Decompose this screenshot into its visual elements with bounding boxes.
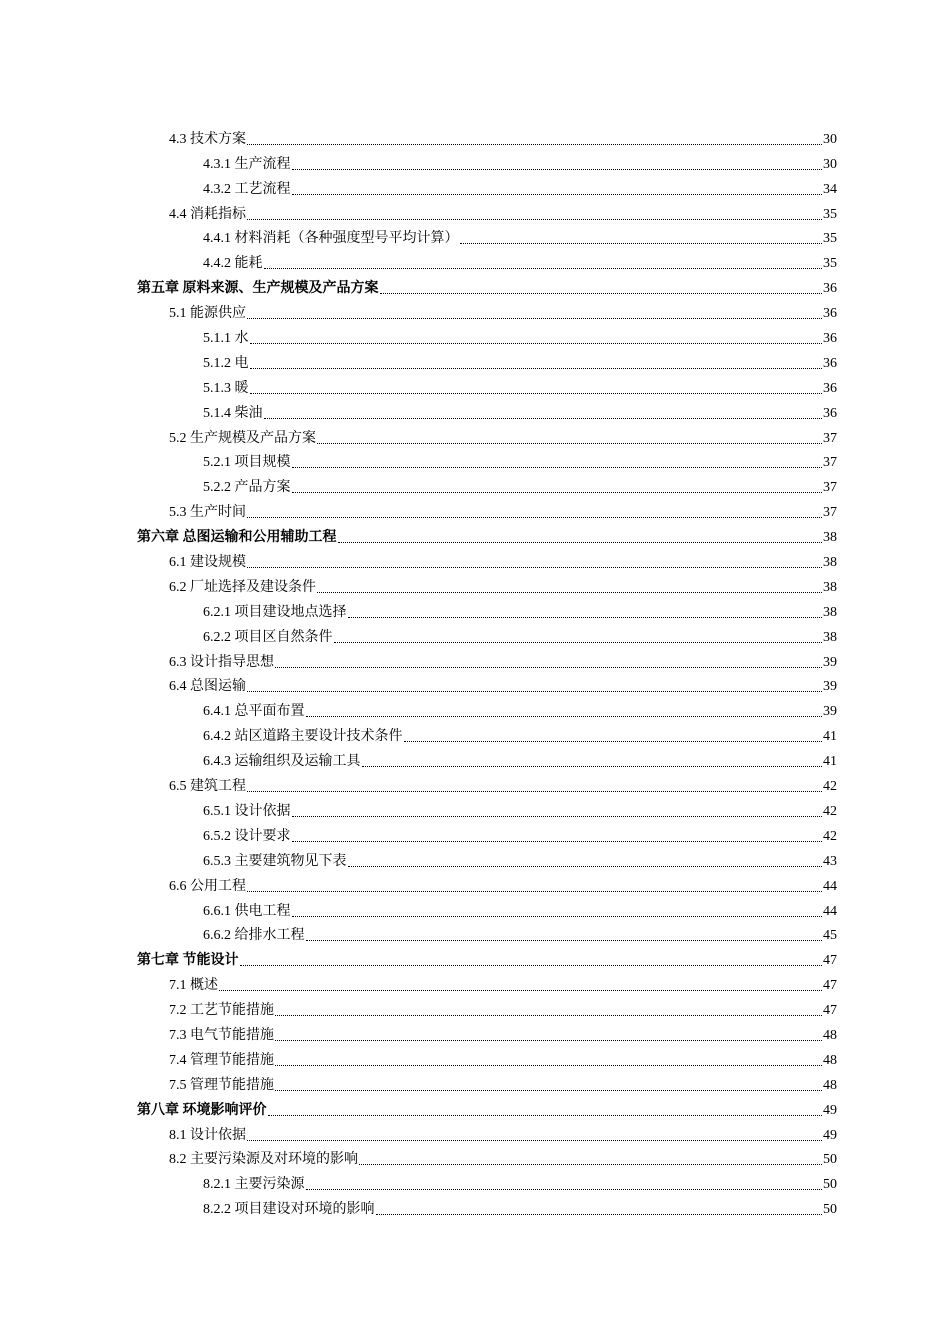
dot-leader	[247, 517, 822, 518]
toc-entry[interactable]	[137, 721, 837, 746]
toc-entry-page-number: 30	[823, 131, 837, 147]
toc-entry[interactable]	[137, 248, 837, 273]
dot-leader	[348, 617, 823, 618]
toc-entry-title: 5.1 能源供应	[169, 306, 246, 322]
toc-entry-page-number: 48	[823, 1027, 837, 1043]
toc-entry-page-number: 36	[823, 405, 837, 421]
toc-entry-title: 5.2.2 产品方案	[203, 480, 291, 496]
toc-entry-page-number: 37	[823, 430, 837, 446]
toc-entry-page-number: 42	[823, 779, 837, 795]
dot-leader	[404, 741, 823, 742]
dot-leader	[292, 916, 823, 917]
toc-entry[interactable]	[137, 1194, 837, 1219]
toc-entry-page-number: 35	[823, 231, 837, 247]
toc-entry[interactable]	[137, 448, 837, 473]
toc-entry-title: 5.3 生产时间	[169, 505, 246, 521]
toc-entry-title: 6.5 建筑工程	[169, 779, 246, 795]
dot-leader	[292, 467, 823, 468]
toc-entry-title: 4.3 技术方案	[169, 131, 246, 147]
toc-entry-title: 5.1.2 电	[203, 355, 249, 371]
toc-entry-page-number: 44	[823, 903, 837, 919]
dot-leader	[380, 293, 823, 294]
toc-entry-page-number: 39	[823, 704, 837, 720]
toc-entry-title: 6.6.2 给排水工程	[203, 928, 305, 944]
toc-entry-page-number: 38	[823, 579, 837, 595]
dot-leader	[275, 1065, 822, 1066]
toc-entry-page-number: 49	[823, 1102, 837, 1118]
toc-entry-page-number: 48	[823, 1077, 837, 1093]
toc-entry-page-number: 45	[823, 928, 837, 944]
toc-entry[interactable]	[137, 472, 837, 497]
toc-entry[interactable]	[137, 1145, 837, 1170]
toc-entry-page-number: 37	[823, 505, 837, 521]
toc-entry[interactable]	[137, 921, 837, 946]
toc-entry-title: 6.6.1 供电工程	[203, 903, 291, 919]
dot-leader	[292, 169, 823, 170]
toc-entry[interactable]	[137, 323, 837, 348]
dot-leader	[359, 1164, 822, 1165]
toc-entry-page-number: 44	[823, 878, 837, 894]
toc-entry-title: 6.5.2 设计要求	[203, 828, 291, 844]
dot-leader	[362, 766, 823, 767]
dot-leader	[264, 418, 823, 419]
toc-entry-page-number: 36	[823, 281, 837, 297]
dot-leader	[219, 990, 822, 991]
toc-entry-page-number: 47	[823, 953, 837, 969]
toc-entry[interactable]	[137, 224, 837, 249]
toc-entry-title: 4.3.1 生产流程	[203, 156, 291, 172]
dot-leader	[306, 1189, 823, 1190]
dot-leader	[264, 268, 823, 269]
toc-entry-page-number: 42	[823, 803, 837, 819]
toc-entry-title: 7.5 管理节能措施	[169, 1077, 274, 1093]
toc-entry-page-number: 48	[823, 1052, 837, 1068]
toc-entry-page-number: 38	[823, 604, 837, 620]
toc-entry[interactable]	[137, 1070, 837, 1095]
toc-entry[interactable]	[137, 896, 837, 921]
toc-entry-title: 6.2 厂址选择及建设条件	[169, 579, 316, 595]
toc-entry-title: 6.1 建设规模	[169, 555, 246, 571]
toc-chapter-entry[interactable]	[137, 1095, 837, 1120]
toc-entry[interactable]	[137, 348, 837, 373]
toc-entry-title: 5.1.1 水	[203, 331, 249, 347]
dot-leader	[334, 642, 823, 643]
toc-entry-page-number: 35	[823, 206, 837, 222]
toc-entry[interactable]	[137, 771, 837, 796]
dot-leader	[247, 318, 822, 319]
dot-leader	[292, 841, 823, 842]
toc-entry[interactable]	[137, 622, 837, 647]
dot-leader	[250, 368, 823, 369]
toc-entry-page-number: 50	[823, 1177, 837, 1193]
dot-leader	[317, 443, 822, 444]
toc-entry[interactable]	[137, 124, 837, 149]
dot-leader	[306, 940, 823, 941]
toc-entry[interactable]	[137, 1045, 837, 1070]
toc-entry-title: 8.2.1 主要污染源	[203, 1177, 305, 1193]
dot-leader	[247, 1140, 822, 1141]
toc-entry-title: 第五章 原料来源、生产规模及产品方案	[137, 281, 379, 297]
toc-entry[interactable]	[137, 796, 837, 821]
toc-entry-title: 4.4 消耗指标	[169, 206, 246, 222]
toc-entry-title: 第六章 总图运输和公用辅助工程	[137, 530, 337, 546]
toc-entry-title: 5.2 生产规模及产品方案	[169, 430, 316, 446]
toc-entry-page-number: 37	[823, 480, 837, 496]
dot-leader	[240, 965, 823, 966]
toc-entry-page-number: 34	[823, 181, 837, 197]
toc-entry-page-number: 47	[823, 978, 837, 994]
toc-entry-title: 7.2 工艺节能措施	[169, 1003, 274, 1019]
dot-leader	[247, 791, 822, 792]
toc-entry-title: 5.1.4 柴油	[203, 405, 263, 421]
toc-entry-title: 5.1.3 暖	[203, 380, 249, 396]
toc-entry-title: 第七章 节能设计	[137, 953, 239, 969]
toc-entry-page-number: 38	[823, 555, 837, 571]
toc-entry-title: 8.1 设计依据	[169, 1127, 246, 1143]
toc-entry-title: 6.2.2 项目区自然条件	[203, 629, 333, 645]
toc-entry[interactable]	[137, 174, 837, 199]
toc-entry-title: 6.2.1 项目建设地点选择	[203, 604, 347, 620]
toc-entry[interactable]	[137, 995, 837, 1020]
toc-entry[interactable]	[137, 547, 837, 572]
dot-leader	[275, 1015, 822, 1016]
toc-entry-page-number: 50	[823, 1202, 837, 1218]
toc-entry-title: 4.4.1 材料消耗（各种强度型号平均计算）	[203, 231, 459, 247]
toc-entry[interactable]	[137, 572, 837, 597]
dot-leader	[292, 492, 823, 493]
toc-chapter-entry[interactable]	[137, 945, 837, 970]
dot-leader	[306, 716, 823, 717]
dot-leader	[317, 592, 822, 593]
toc-entry-title: 6.6 公用工程	[169, 878, 246, 894]
dot-leader	[247, 891, 822, 892]
toc-entry-page-number: 39	[823, 654, 837, 670]
toc-entry[interactable]	[137, 149, 837, 174]
dot-leader	[268, 1115, 823, 1116]
dot-leader	[292, 816, 823, 817]
dot-leader	[292, 194, 823, 195]
toc-entry-page-number: 42	[823, 828, 837, 844]
toc-entry-page-number: 30	[823, 156, 837, 172]
toc-entry[interactable]	[137, 672, 837, 697]
toc-entry-title: 4.4.2 能耗	[203, 256, 263, 272]
toc-entry[interactable]	[137, 423, 837, 448]
toc-entry-title: 4.3.2 工艺流程	[203, 181, 291, 197]
dot-leader	[376, 1214, 823, 1215]
toc-entry-title: 8.2.2 项目建设对环境的影响	[203, 1202, 375, 1218]
dot-leader	[247, 219, 822, 220]
toc-entry-title: 第八章 环境影响评价	[137, 1102, 267, 1118]
toc-entry[interactable]	[137, 497, 837, 522]
dot-leader	[250, 343, 823, 344]
dot-leader	[348, 866, 823, 867]
toc-entry-title: 6.5.1 设计依据	[203, 803, 291, 819]
toc-entry[interactable]	[137, 398, 837, 423]
dot-leader	[460, 243, 823, 244]
toc-entry[interactable]	[137, 746, 837, 771]
toc-entry-title: 7.3 电气节能措施	[169, 1027, 274, 1043]
toc-entry-page-number: 41	[823, 729, 837, 745]
toc-entry-page-number: 36	[823, 380, 837, 396]
toc-entry[interactable]	[137, 647, 837, 672]
dot-leader	[247, 567, 822, 568]
toc-entry-title: 6.5.3 主要建筑物见下表	[203, 853, 347, 869]
toc-entry[interactable]	[137, 597, 837, 622]
toc-entry[interactable]	[137, 970, 837, 995]
table-of-contents	[137, 124, 837, 1219]
toc-chapter-entry[interactable]	[137, 273, 837, 298]
dot-leader	[275, 1040, 822, 1041]
toc-entry[interactable]	[137, 298, 837, 323]
toc-entry-title: 7.4 管理节能措施	[169, 1052, 274, 1068]
toc-entry[interactable]	[137, 1120, 837, 1145]
toc-entry-page-number: 49	[823, 1127, 837, 1143]
toc-entry[interactable]	[137, 846, 837, 871]
dot-leader	[275, 1090, 822, 1091]
toc-chapter-entry[interactable]	[137, 522, 837, 547]
toc-entry-page-number: 36	[823, 306, 837, 322]
toc-entry-page-number: 38	[823, 629, 837, 645]
toc-entry[interactable]	[137, 199, 837, 224]
dot-leader	[250, 393, 823, 394]
toc-entry-title: 5.2.1 项目规模	[203, 455, 291, 471]
toc-entry[interactable]	[137, 1169, 837, 1194]
toc-entry-title: 6.4.1 总平面布置	[203, 704, 305, 720]
toc-entry[interactable]	[137, 821, 837, 846]
toc-entry-page-number: 50	[823, 1152, 837, 1168]
dot-leader	[247, 691, 822, 692]
toc-entry-title: 7.1 概述	[169, 978, 218, 994]
dot-leader	[275, 667, 822, 668]
toc-entry-page-number: 36	[823, 355, 837, 371]
toc-entry-page-number: 41	[823, 754, 837, 770]
toc-entry-title: 6.4 总图运输	[169, 679, 246, 695]
toc-entry[interactable]	[137, 696, 837, 721]
toc-entry-title: 6.4.2 站区道路主要设计技术条件	[203, 729, 403, 745]
toc-entry-page-number: 36	[823, 331, 837, 347]
dot-leader	[338, 542, 823, 543]
toc-entry-page-number: 37	[823, 455, 837, 471]
toc-entry-title: 8.2 主要污染源及对环境的影响	[169, 1152, 358, 1168]
toc-entry-title: 6.3 设计指导思想	[169, 654, 274, 670]
toc-entry[interactable]	[137, 871, 837, 896]
toc-entry-page-number: 38	[823, 530, 837, 546]
toc-entry[interactable]	[137, 373, 837, 398]
toc-entry[interactable]	[137, 1020, 837, 1045]
toc-entry-page-number: 47	[823, 1003, 837, 1019]
toc-entry-page-number: 43	[823, 853, 837, 869]
toc-entry-page-number: 39	[823, 679, 837, 695]
toc-entry-title: 6.4.3 运输组织及运输工具	[203, 754, 361, 770]
dot-leader	[247, 144, 822, 145]
toc-entry-page-number: 35	[823, 256, 837, 272]
